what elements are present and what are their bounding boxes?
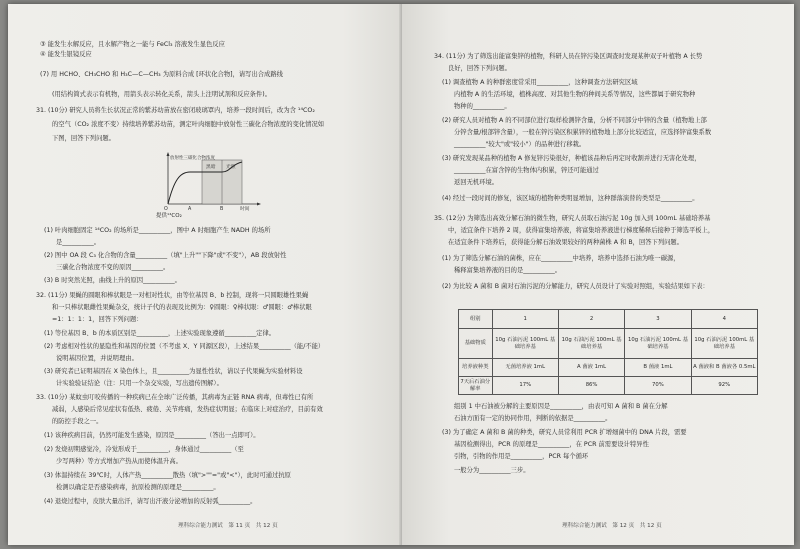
- table-cell: 基础物质: [459, 329, 493, 359]
- text-line: ④ 能发生银镜反应: [40, 51, 92, 58]
- table-row: [459, 377, 758, 395]
- text-line: 内植物 A 的生活环境，植株高度、对其他生物的种间关系等情况，这些都属于研究物种: [454, 91, 696, 98]
- exam-spread: [8, 4, 794, 545]
- exam-page-12: [402, 4, 794, 545]
- graph-point-a: A: [188, 207, 192, 212]
- table-cell: 92%: [691, 377, 757, 395]
- table-header-cell: 4: [691, 310, 757, 329]
- table-header-cell: 3: [625, 310, 691, 329]
- text-line: (1) 叶肉细胞固定 ¹⁴CO₂ 的场所是__________，图中 A 时细胞产生 NADH 的场所: [44, 227, 271, 234]
- c3-concentration-graph: [158, 150, 262, 212]
- text-line: 返回无机环境。: [454, 179, 499, 186]
- text-line: 分锌含量/根部锌含量），一般在锌污染区积累锌的植物地上部分比较适宜，应选择锌富集系数: [454, 129, 712, 136]
- graph-ylabel: 放射性三碳化合物浓度: [170, 156, 215, 161]
- table-cell: 10g 石油污泥 100mL 基础培养基: [691, 329, 757, 359]
- text-line: 稀释富集培养液的目的是__________。: [454, 267, 562, 274]
- text-line: =1：1：1：1，回答下列问题：: [52, 316, 143, 323]
- text-line: 减弱，人感染后常见症状有低热、疲倦、关节疼痛，发热症状明显；在临床上对症治疗，目前有效: [52, 406, 323, 413]
- graph-point-o: O: [164, 207, 168, 212]
- table-cell: A 菌液 1mL: [558, 359, 624, 377]
- text-line: 和一只棒状眼雌性果蝇杂交，统计子代的表现及比例为：♀圆眼：♀棒状眼：♂圆眼：♂棒状眼: [52, 304, 312, 311]
- text-line: 在适宜条件下培养后，获得能分解石油效果较好的两种菌株 A 和 B，回答下列问题。: [448, 239, 684, 246]
- text-line: 中，适宜条件下培养 2 周，获得富集培养液，将富集培养液进行梯度稀释后接种于筛选平板上，: [448, 227, 715, 234]
- text-line: (3) 研究发现某品种的植物 A 修复锌污染很好，种植该品种后再定时收割并进行无害化处理，: [442, 155, 701, 162]
- table-header-row: [459, 310, 758, 329]
- graph-point-b: B: [220, 207, 224, 212]
- text-line: 的防控手段之一。: [52, 418, 103, 425]
- table-cell: 无菌培养液 1mL: [492, 359, 558, 377]
- text-line: (1) 该种疾病目前，仍然可能发生感染，原因是__________（答出一点即可）。: [44, 432, 260, 439]
- question-33: 33. (10分) 某蚊虫叮咬传播的一种疾病已在全球广泛传播，其病毒为正链 RNA 病毒，但毒性已有所: [36, 394, 314, 401]
- table-cell: 10g 石油污泥 100mL 基础培养基: [558, 329, 624, 359]
- table-cell: 86%: [558, 377, 624, 395]
- page-footer: 理科综合能力测试 第 11 页 共 12 页: [178, 523, 278, 529]
- page-footer: 理科综合能力测试 第 12 页 共 12 页: [562, 523, 662, 529]
- text-line: (2) 考虑相对性状的显隐性和基因的位置（不考虑 X、Y 同源区段），上述结果__________（能/不能）: [44, 343, 325, 350]
- graph-time-label: 时间: [240, 207, 250, 212]
- table-cell: 7天后石油分解率: [459, 377, 493, 395]
- text-line: 引物，引物的作用是__________，PCR 每个循环: [454, 453, 589, 460]
- text-line: (2) 研究人员对植物 A 的不同部位进行取样检测锌含量，分析不同部分中锌的含量（植物地上部: [442, 117, 707, 124]
- text-line: __________"较大"或"较小"）的品种进行移栽。: [454, 141, 586, 148]
- text-line: 少写两种）等方式增加产热从而使体温升高。: [56, 458, 182, 465]
- question-32: 32. (11分) 果蝇的圆眼和棒状眼是一对相对性状，由等位基因 B、b 控制，现将一只圆眼雄性果蝇: [36, 292, 309, 299]
- experiment-results-table: [458, 309, 758, 395]
- text-line: (1) 调查植物 A 的种群密度常采用__________，这种调查方法研究区域: [442, 79, 638, 86]
- table-cell: 培养液种类: [459, 359, 493, 377]
- text-line: 下图，回答下列问题。: [52, 135, 115, 142]
- text-line: (1) 等位基因 B、b 的本质区别是__________，上述实验现象遵循__________定律。: [44, 330, 276, 337]
- text-line: (3) 研究者已证明基因在 X 染色体上，且__________为显性性状，请以子代果蝇为实验材料设: [44, 368, 303, 375]
- text-line: 检测以确定是否感染病毒，抗原检测的原理是__________。: [56, 484, 220, 491]
- text-line: 一般分为__________三步。: [454, 467, 530, 474]
- table-cell: A 菌液和 B 菌液各 0.5mL: [691, 359, 757, 377]
- text-line: 三碳化合物浓度不变的原因__________。: [56, 264, 170, 271]
- text-line: 说明基因位置，并说明理由。: [56, 355, 138, 362]
- text-line: (用结构简式表示有机物，用箭头表示转化关系，箭头上注明试剂和反应条件)。: [52, 91, 272, 98]
- question-31: 31. (10分) 研究人员将生长状况正常的紫苏幼苗放在密闭玻璃罩内，培养一段时间后，改为含 ¹⁴CO₂: [36, 107, 315, 114]
- text-line: 基因检测得出，PCR 的原理是__________，在 PCR 前需要设计特异性: [454, 441, 649, 448]
- text-line: (3) B 时突然光照，曲线上升的原因__________。: [44, 277, 181, 284]
- table-cell: 70%: [625, 377, 691, 395]
- table-header-cell: 2: [558, 310, 624, 329]
- table-cell: B 菌液 1mL: [625, 359, 691, 377]
- exam-page-11: [8, 4, 402, 545]
- text-line: (3) 为了确定 A 菌和 B 菌的种类，研究人员常利用 PCR 扩增细菌中的 DNA 片段，需要: [442, 429, 687, 436]
- graph-region-light: 光照: [226, 165, 236, 170]
- text-line: 石油方面有一定的协同作用，判断的依据是__________。: [454, 415, 612, 422]
- text-line: (4) 经过一段时间的修复，该区域的植物种类明显增加，这种群落演替的类型是__________。: [442, 195, 699, 202]
- question-35: 35. (12分) 为筛选出高效分解石油的微生物，研究人员取石油污泥 10g 加入到 100mL 基础培养基: [434, 215, 711, 222]
- text-line: (2) 为比较 A 菌和 B 菌对石油污泥的分解能力，研究人员设计了实验对照组，实验结果如下表：: [442, 283, 709, 290]
- text-line: 的空气（CO₂ 浓度不变）持续培养紫苏幼苗，测定叶肉细胞中放射性三碳化合物浓度的变化情况如: [52, 121, 325, 128]
- graph-caption: 提供¹⁴CO₂: [156, 213, 182, 219]
- text-line: (1) 为了筛选分解石油的菌株，应在__________中培养，培养中选择石油为唯一碳源，: [442, 255, 680, 262]
- table-row: [459, 329, 758, 359]
- text-line: 物种的__________。: [454, 103, 511, 110]
- text-line: (2) 发烧初期感觉冷，冷觉形成于__________，身体通过__________（至: [44, 446, 244, 453]
- text-line: 计实验验证结论（注：只用一个杂交实验，写出遗传图解）。: [56, 380, 223, 387]
- text-line: 组别 1 中石油被分解的主要原因是__________，由表可知 A 菌和 B 菌在分解: [454, 403, 668, 410]
- text-line: 良好，回答下列问题。: [448, 65, 511, 72]
- text-line: (7) 用 HCHO、CH₃CHO 和 H₃C—C—CH₃ 为原料合成 [环状化合物]，请写出合成路线: [40, 71, 283, 78]
- table-header-cell: 组别: [459, 310, 493, 329]
- table-cell: 10g 石油污泥 100mL 基础培养基: [492, 329, 558, 359]
- text-line: __________在富含锌的生物体内积累，锌还可能通过: [454, 167, 599, 174]
- table-cell: 17%: [492, 377, 558, 395]
- question-34: 34. (11分) 为了筛选出能富集锌的植物，科研人员在锌污染区调查时发现某种双子叶植物 A 长势: [434, 53, 703, 60]
- text-line: (4) 退烧过程中，皮肤大量出汗，请写出汗液分泌增加的反射弧__________。: [44, 498, 257, 505]
- table-header-cell: 1: [492, 310, 558, 329]
- table-cell: 10g 石油污泥 100mL 基础培养基: [625, 329, 691, 359]
- text-line: 是__________。: [56, 239, 101, 246]
- table-row: [459, 359, 758, 377]
- text-line: (3) 体温持续在 39℃时，人体产热__________散热（填">""="或"<"），此时可通过抗原: [44, 472, 291, 479]
- text-line: ③ 能发生水解反应，且水解产物之一能与 FeCl₃ 溶液发生显色反应: [40, 41, 225, 48]
- graph-region-dark: 黑暗: [206, 165, 216, 170]
- text-line: (2) 图中 OA 段 C₃ 化合物的含量__________（填"上升""下降"或"不变"），AB 段放射性: [44, 252, 287, 259]
